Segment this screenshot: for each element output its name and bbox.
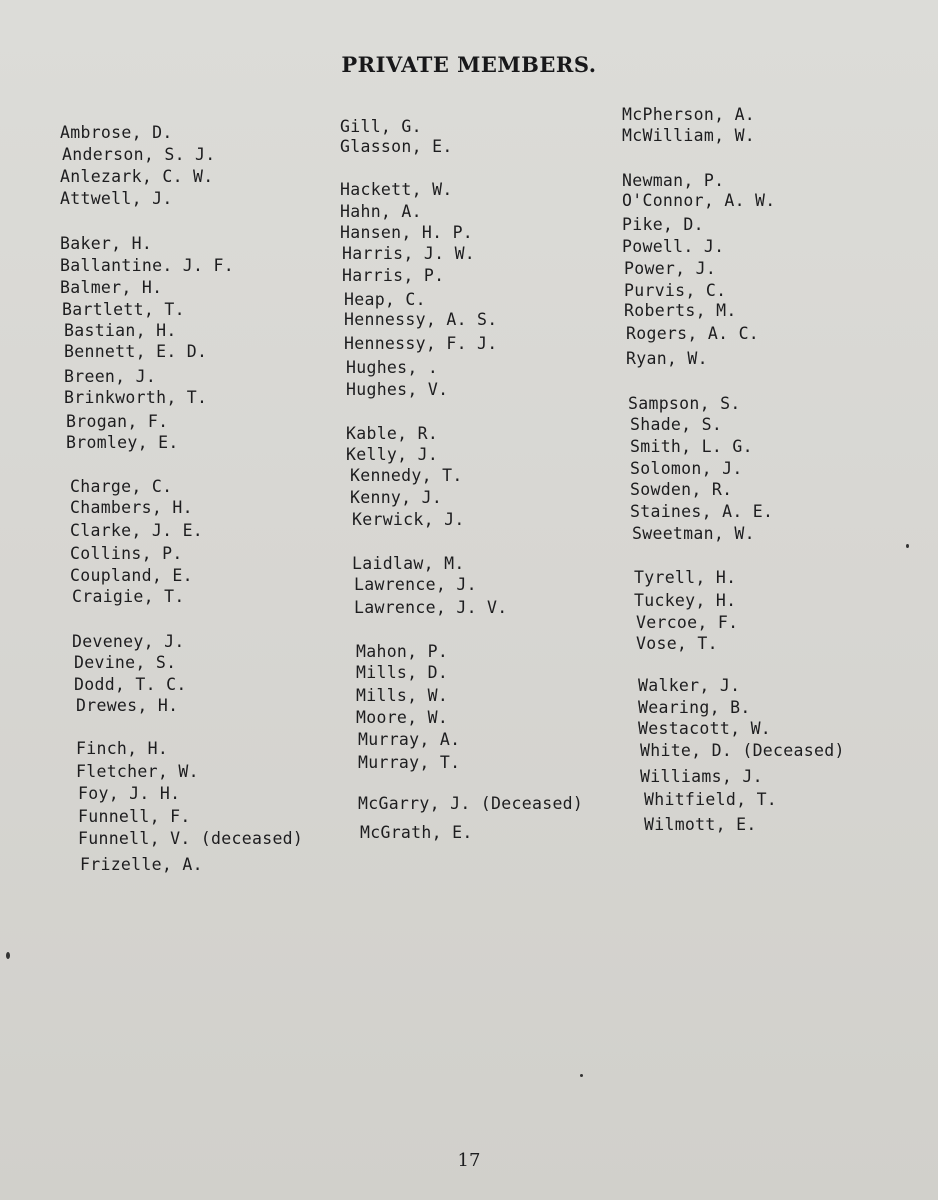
member-name: Rogers, A. C.	[626, 324, 760, 343]
member-name: Tyrell, H.	[634, 568, 737, 587]
member-name: Hahn, A.	[340, 202, 422, 221]
member-name: Smith, L. G.	[630, 437, 753, 456]
member-name: Murray, T.	[358, 753, 461, 772]
member-name: Brinkworth, T.	[64, 388, 208, 407]
member-name: Foy, J. H.	[78, 784, 181, 803]
member-name: Anlezark, C. W.	[60, 167, 214, 186]
member-name: Clarke, J. E.	[70, 521, 204, 540]
member-name: Mills, D.	[356, 663, 449, 682]
member-name: Whitfield, T.	[644, 790, 778, 809]
member-name: Dodd, T. C.	[74, 675, 187, 694]
member-name: Kable, R.	[346, 424, 439, 443]
member-name: Attwell, J.	[60, 189, 173, 208]
member-name: Bastian, H.	[64, 321, 177, 340]
member-name: Fletcher, W.	[76, 762, 199, 781]
member-name: Vercoe, F.	[636, 613, 739, 632]
member-name: Drewes, H.	[76, 696, 179, 715]
member-name: O'Connor, A. W.	[622, 191, 776, 210]
member-name: Wearing, B.	[638, 698, 751, 717]
member-name: Williams, J.	[640, 767, 763, 786]
member-name: Shade, S.	[630, 415, 723, 434]
member-name: Breen, J.	[64, 367, 157, 386]
member-name: Devine, S.	[74, 653, 177, 672]
member-name: Ambrose, D.	[60, 123, 173, 142]
member-name: Harris, J. W.	[342, 244, 476, 263]
member-name: Glasson, E.	[340, 137, 453, 156]
member-name: Moore, W.	[356, 708, 449, 727]
member-name: McWilliam, W.	[622, 126, 756, 145]
member-name: White, D. (Deceased)	[640, 741, 845, 760]
member-name: Murray, A.	[358, 730, 461, 749]
member-name: Roberts, M.	[624, 301, 737, 320]
member-name: Craigie, T.	[72, 587, 185, 606]
member-name: Baker, H.	[60, 234, 153, 253]
member-name: Kennedy, T.	[350, 466, 463, 485]
member-name: Gill, G.	[340, 117, 422, 136]
member-name: Collins, P.	[70, 544, 183, 563]
member-name: Pike, D.	[622, 215, 704, 234]
member-name: Hughes, V.	[346, 380, 449, 399]
member-name: Sweetman, W.	[632, 524, 755, 543]
member-name: Hennessy, A. S.	[344, 310, 498, 329]
member-name: Hackett, W.	[340, 180, 453, 199]
member-name: Sowden, R.	[630, 480, 733, 499]
member-name: Balmer, H.	[60, 278, 163, 297]
member-name: Vose, T.	[636, 634, 718, 653]
member-name: Ballantine. J. F.	[60, 256, 234, 275]
member-name: Harris, P.	[342, 266, 445, 285]
member-name: Deveney, J.	[72, 632, 185, 651]
member-name: Lawrence, J.	[354, 575, 477, 594]
member-name: Kelly, J.	[346, 445, 439, 464]
member-name: Bartlett, T.	[62, 300, 185, 319]
page-number: 17	[457, 1150, 481, 1171]
member-name: Charge, C.	[70, 477, 173, 496]
member-name: Hansen, H. P.	[340, 223, 474, 242]
member-name: Lawrence, J. V.	[354, 598, 508, 617]
member-name: Frizelle, A.	[80, 855, 203, 874]
member-name: Ryan, W.	[626, 349, 708, 368]
member-name: Staines, A. E.	[630, 502, 774, 521]
member-name: Mahon, P.	[356, 642, 449, 661]
member-name: McGarry, J. (Deceased)	[358, 794, 584, 813]
member-name: Heap, C.	[344, 290, 426, 309]
member-name: McGrath, E.	[360, 823, 473, 842]
member-name: Solomon, J.	[630, 459, 743, 478]
member-name: Walker, J.	[638, 676, 741, 695]
member-name: Tuckey, H.	[634, 591, 737, 610]
member-name: Chambers, H.	[70, 498, 193, 517]
member-name: Hughes, .	[346, 358, 439, 377]
member-name: Laidlaw, M.	[352, 554, 465, 573]
member-name: Brogan, F.	[66, 412, 169, 431]
member-name: McPherson, A.	[622, 105, 756, 124]
member-name: Mills, W.	[356, 686, 449, 705]
member-name: Coupland, E.	[70, 566, 193, 585]
member-name: Hennessy, F. J.	[344, 334, 498, 353]
member-name: Sampson, S.	[628, 394, 741, 413]
member-name: Kenny, J.	[350, 488, 443, 507]
member-name: Kerwick, J.	[352, 510, 465, 529]
member-name: Westacott, W.	[638, 719, 772, 738]
member-name: Power, J.	[624, 259, 717, 278]
member-name: Wilmott, E.	[644, 815, 757, 834]
member-name: Bennett, E. D.	[64, 342, 208, 361]
member-name: Newman, P.	[622, 171, 725, 190]
member-name: Powell. J.	[622, 237, 725, 256]
member-name: Anderson, S. J.	[62, 145, 216, 164]
paper-speck	[580, 1074, 583, 1077]
paper-speck	[906, 544, 909, 548]
page-title: PRIVATE MEMBERS.	[341, 52, 597, 77]
paper-speck	[6, 952, 10, 959]
member-name: Purvis, C.	[624, 281, 727, 300]
member-name: Funnell, V. (deceased)	[78, 829, 304, 848]
member-name: Finch, H.	[76, 739, 169, 758]
member-name: Bromley, E.	[66, 433, 179, 452]
member-name: Funnell, F.	[78, 807, 191, 826]
